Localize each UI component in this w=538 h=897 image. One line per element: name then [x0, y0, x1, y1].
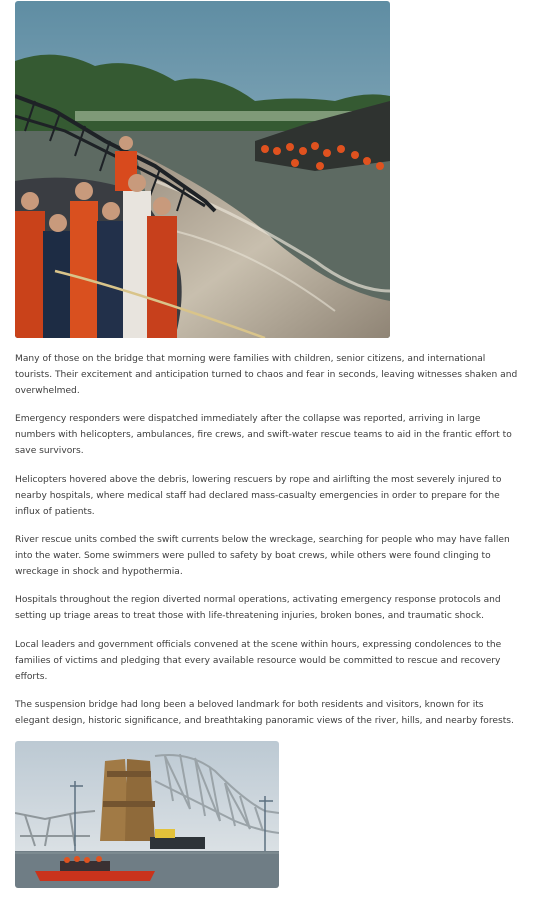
rescue-scene-photo [15, 1, 390, 338]
article-paragraph: Helicopters hovered above the debris, lowering rescuers by rope and airlifting the most severely injured to nearby hospitals, where medical staff had declared mass-casualty emergencies in order to prepare for the influx of patients. [15, 475, 502, 517]
collapsed-bridge-illustration [15, 741, 279, 888]
article-paragraph: The suspension bridge had long been a beloved landmark for both residents and visitors, known for its elegant design, historic significance, and breathtaking panoramic views of the river, hills, and nearby forests. [15, 700, 514, 726]
article-paragraph: Many of those on the bridge that morning were families with children, senior citizens, and international tourists. Their excitement and anticipation turned to chaos and fear in seconds, leaving witnesses shaken and overwhelmed. [15, 354, 518, 396]
article-paragraph: Hospitals throughout the region diverted normal operations, activating emergency response protocols and setting up triage areas to treat those with life-threatening injuries, broken bones, and traumatic shock. [15, 595, 501, 621]
article-paragraph: River rescue units combed the swift currents below the wreckage, searching for people who may have fallen into the water. Some swimmers were pulled to safety by boat crews, while others were found clinging to wreckage in shock and hypothermia. [15, 535, 510, 577]
article-paragraph: Local leaders and government officials convened at the scene within hours, expressing condolences to the families of victims and pledging that every available resource would be committed to rescue and recovery efforts. [15, 640, 502, 682]
collapsed-bridge-photo [15, 741, 279, 888]
rescue-scene-illustration [15, 1, 390, 338]
article-paragraph: Emergency responders were dispatched immediately after the collapse was reported, arriving in large numbers with helicopters, ambulances, fire crews, and swift-water rescue teams to aid in the frantic effort to save survivors. [15, 414, 512, 456]
